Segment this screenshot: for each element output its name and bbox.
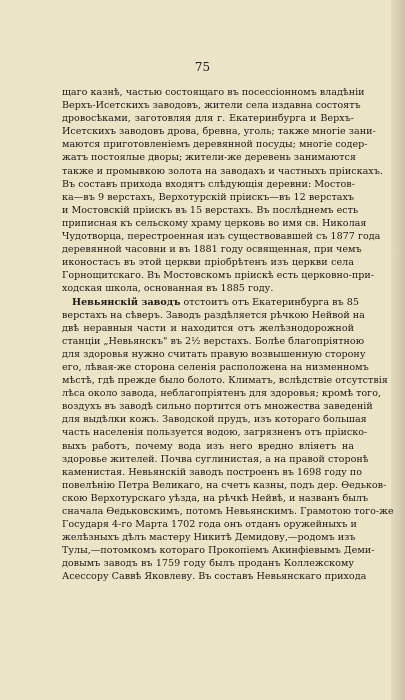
text-line-content: верстахъ на сѣверъ. Заводъ раздѣляется рѣчкою Нейвой на xyxy=(62,309,365,321)
text-line-content: лѣса около завода, неблагопріятенъ для здоровья; кромѣ того, xyxy=(62,388,382,400)
text-line-content: повелѣнію Петра Великаго, на счетъ казны, подъ дер. Ѳедьков- xyxy=(62,479,387,491)
text-line-content: Асессору Саввѣ Яковлеву. Въ составъ Невьянскаго прихода xyxy=(62,571,367,583)
text-line-content: воздухъ въ заводѣ сильно портится отъ множества заведеній xyxy=(62,401,373,413)
text-line-content: приписная къ сельскому храму церковь во имя св. Николая xyxy=(62,217,367,229)
text-line xyxy=(62,269,375,282)
text-line xyxy=(62,387,382,400)
text-line xyxy=(62,138,368,151)
text-line xyxy=(62,178,354,191)
text-line xyxy=(62,204,359,217)
text-line xyxy=(62,413,367,426)
text-line xyxy=(62,531,354,544)
text-line-content: дровосѣками, заготовляя для г. Екатеринбурга и Верхъ- xyxy=(62,113,354,125)
text-line xyxy=(62,426,368,439)
text-line-content: щаго казнѣ, частью состоящаго въ посессіонномъ владѣніи xyxy=(62,87,365,98)
text-line xyxy=(62,557,354,570)
text-line xyxy=(62,453,369,466)
text-line-content: станціи „Невьянскъ" въ 2½ верстахъ. Болѣе благопріятною xyxy=(62,335,365,347)
text-line-content: часть населенія пользуется водою, загрязненъ отъ пріиско- xyxy=(62,427,368,439)
text-line-content: мѣстѣ, гдѣ прежде было болото. Климатъ, вслѣдствіе отсутствія xyxy=(62,375,388,387)
text-line xyxy=(62,296,359,309)
text-line xyxy=(62,282,354,295)
text-line-content: Горнощитскаго. Въ Мостовскомъ пріискѣ есть церковно-при- xyxy=(62,270,375,282)
text-line xyxy=(62,348,366,361)
text-line xyxy=(62,505,394,518)
text-line-content: ка—въ 9 верстахъ, Верхотурскій пріискъ—въ 12 верстахъ xyxy=(62,191,354,203)
text-line xyxy=(62,243,362,256)
text-line xyxy=(62,99,361,112)
text-line-content: для выдѣлки кожъ. Заводской прудъ, изъ котораго большая xyxy=(62,414,367,426)
text-line-content: довымъ заводъ въ 1759 году былъ проданъ Коллежскому xyxy=(62,558,354,570)
text-line xyxy=(62,570,367,583)
text-line xyxy=(62,479,387,492)
text-line xyxy=(62,400,373,413)
section-heading-inline: Невьянскій заводъ xyxy=(72,296,181,308)
text-line-content: маются приготовленіемъ деревянной посуды; многіе содер- xyxy=(62,139,368,151)
text-line-content: ходская школа, основанная въ 1885 году. xyxy=(62,283,274,295)
text-line-content: здоровье жителей. Почва суглинистая, а на правой сторонѣ xyxy=(62,453,369,465)
text-line xyxy=(62,374,388,387)
text-line xyxy=(62,335,365,348)
text-line xyxy=(62,518,357,531)
page-number: 75 xyxy=(194,60,211,74)
text-line-content: отстоитъ отъ Екатеринбурга въ 85 xyxy=(180,296,359,308)
text-line-content: Чудотворца, перестроенная изъ существовавшей съ 1877 года xyxy=(62,231,381,243)
text-line-content: двѣ неравныя части и находится отъ желѣзнодорожной xyxy=(62,322,354,334)
text-line xyxy=(62,125,376,138)
text-line xyxy=(62,309,365,322)
body-text xyxy=(62,86,394,584)
page-edge-shadow xyxy=(391,0,405,700)
text-line xyxy=(62,230,381,243)
text-line xyxy=(62,466,362,479)
text-line xyxy=(62,112,354,125)
text-line xyxy=(62,191,354,204)
text-line-content: Государя 4-го Марта 1702 года онъ отданъ оружейныхъ и xyxy=(62,519,357,531)
text-line xyxy=(62,361,369,374)
text-line-content: жатъ постоялые дворы; жители-же деревень занимаются xyxy=(62,152,356,164)
text-line-content: Верхъ-Исетскихъ заводовъ, жители села издавна состоятъ xyxy=(62,100,361,112)
text-line xyxy=(62,492,369,505)
text-line-content: деревянной часовни и въ 1881 году освященная, при чемъ xyxy=(62,244,362,256)
text-line xyxy=(62,217,367,230)
text-line xyxy=(62,165,383,178)
text-line xyxy=(62,322,354,335)
text-line xyxy=(62,151,354,164)
text-line-content: желѣзныхъ дѣлъ мастеру Никитѣ Демидову,—родомъ изъ xyxy=(62,532,356,544)
text-line-content: каменистая. Невьянскій заводъ построенъ въ 1698 году по xyxy=(62,466,362,478)
text-line-content: Тулы,—потомкомъ котораго Прокопіемъ Акинфіевымъ Деми- xyxy=(62,545,375,557)
text-line-content: Исетскихъ заводовъ дрова, бревна, уголь; также многіе зани- xyxy=(62,126,376,138)
text-line-content: и Мостовскій пріискъ въ 15 верстахъ. Въ послѣднемъ есть xyxy=(62,204,359,216)
text-line-content: скою Верхотурскаго уѣзда, на рѣчкѣ Нейвѣ, и названъ былъ xyxy=(62,492,369,504)
text-line-content: также и промывкою золота на заводахъ и частныхъ пріискахъ. xyxy=(62,165,383,177)
text-line-content: выхъ работъ, почему вода изъ него вредно вліяетъ на xyxy=(62,440,354,452)
text-line xyxy=(62,256,354,269)
text-line-content: для здоровья нужно считать правую возвышенную сторону xyxy=(62,348,366,360)
text-line-content: его, лѣвая-же сторона селенія расположена на низменномъ xyxy=(62,361,369,373)
text-line-content: сначала Ѳедьковскимъ, потомъ Невьянскимъ. Грамотою того-же xyxy=(62,506,394,517)
text-line-content: Въ составъ прихода входятъ слѣдующія деревни: Мостов- xyxy=(62,178,355,190)
text-line xyxy=(62,86,365,99)
text-line xyxy=(62,544,375,557)
text-line-content: иконостасъ въ этой церкви пріобрѣтенъ изъ церкви села xyxy=(62,257,354,269)
text-line xyxy=(62,440,354,453)
